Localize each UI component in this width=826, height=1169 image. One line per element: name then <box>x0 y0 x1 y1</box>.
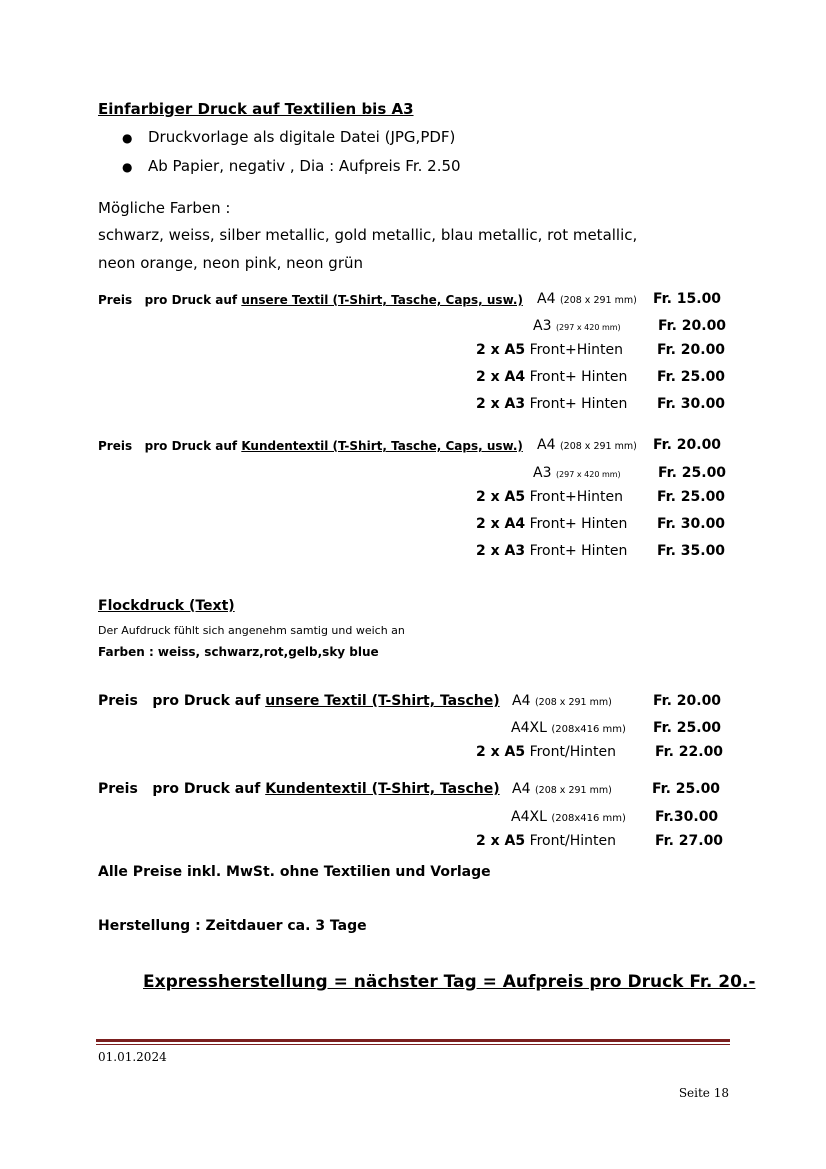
qty-label: 2 x A5 <box>476 342 526 358</box>
price-value: Fr. 35.00 <box>657 543 726 559</box>
price-value: Fr. 30.00 <box>657 516 726 532</box>
row-label <box>537 438 637 452</box>
side-label: Front+ Hinten <box>529 369 628 385</box>
side-label: Front/Hinten <box>529 744 616 760</box>
size-dims: (208 x 291 mm) <box>534 785 612 796</box>
side-label: Front+ Hinten <box>529 543 628 559</box>
side-label: Front/Hinten <box>529 833 616 849</box>
size-dims: (208 x 291 mm) <box>559 441 637 452</box>
bullet-icon: ● <box>122 131 133 145</box>
heading-prefix: Preis pro Druck auf <box>98 293 242 307</box>
price-table-heading <box>98 694 500 708</box>
price-value: Fr. 25.00 <box>652 781 721 797</box>
qty-label: 2 x A5 <box>476 833 526 849</box>
row-label <box>533 466 621 480</box>
size-label: A3 <box>533 318 552 334</box>
heading-underlined: Kundentextil (T-Shirt, Tasche) <box>265 781 500 797</box>
size-label: A4 <box>537 437 556 453</box>
page-number: Seite 18 <box>678 1086 729 1100</box>
qty-label: 2 x A5 <box>476 489 526 505</box>
qty-label: 2 x A3 <box>476 543 526 559</box>
row-label <box>512 782 612 796</box>
price-value: Fr. 20.00 <box>653 437 722 453</box>
qty-label: 2 x A4 <box>476 516 526 532</box>
qty-label: 2 x A5 <box>476 744 526 760</box>
price-table-heading <box>98 294 523 306</box>
footer-date: 01.01.2024 <box>98 1050 167 1064</box>
price-value: Fr. 15.00 <box>653 291 722 307</box>
size-label: A4 <box>512 693 531 709</box>
bullet-item: Ab Papier, negativ , Dia : Aufpreis Fr. 2.50 <box>148 157 461 175</box>
row-label <box>476 343 623 357</box>
row-label <box>476 490 623 504</box>
side-label: Front+ Hinten <box>529 396 628 412</box>
size-dims: (208x416 mm) <box>551 813 626 824</box>
size-dims: (208 x 291 mm) <box>559 295 637 306</box>
row-label <box>476 397 627 411</box>
heading-underlined: unsere Textil (T-Shirt, Tasche) <box>265 693 500 709</box>
row-label <box>476 370 627 384</box>
qty-label: 2 x A4 <box>476 369 526 385</box>
flock-colors: Farben : weiss, schwarz,rot,gelb,sky blue <box>98 645 379 659</box>
price-value: Fr. 25.00 <box>658 465 727 481</box>
size-dims: (208 x 291 mm) <box>534 697 612 708</box>
price-value: Fr. 27.00 <box>655 833 724 849</box>
size-dims: (297 x 420 mm) <box>555 470 621 479</box>
heading-prefix: Preis pro Druck auf <box>98 781 266 797</box>
size-dims: (297 x 420 mm) <box>555 323 621 332</box>
row-label <box>511 721 626 735</box>
size-label: A3 <box>533 465 552 481</box>
size-label: A4XL <box>511 809 547 825</box>
express-note: Expressherstellung = nächster Tag = Aufpreis pro Druck Fr. 20.- <box>143 972 756 992</box>
heading-prefix: Preis pro Druck auf <box>98 439 242 453</box>
footer-rule-thin <box>96 1044 730 1045</box>
row-label <box>476 544 627 558</box>
side-label: Front+Hinten <box>529 489 623 505</box>
price-value: Fr. 25.00 <box>653 720 722 736</box>
price-value: Fr.30.00 <box>655 809 719 825</box>
heading-underlined: Kundentextil (T-Shirt, Tasche, Caps, usw.) <box>241 439 523 453</box>
side-label: Front+Hinten <box>529 342 623 358</box>
heading-prefix: Preis pro Druck auf <box>98 693 266 709</box>
qty-label: 2 x A3 <box>476 396 526 412</box>
row-label <box>511 810 626 824</box>
price-value: Fr. 20.00 <box>658 318 727 334</box>
size-label: A4XL <box>511 720 547 736</box>
production-note: Herstellung : Zeitdauer ca. 3 Tage <box>98 918 367 934</box>
row-label <box>533 319 621 333</box>
row-label <box>476 745 616 759</box>
section-title-einfarbig: Einfarbiger Druck auf Textilien bis A3 <box>98 100 414 118</box>
size-label: A4 <box>537 291 556 307</box>
price-value: Fr. 25.00 <box>657 489 726 505</box>
price-table-heading <box>98 440 523 452</box>
size-dims: (208x416 mm) <box>551 724 626 735</box>
price-table-heading <box>98 782 500 796</box>
row-label <box>476 517 627 531</box>
row-label <box>476 834 616 848</box>
colors-heading: Mögliche Farben : <box>98 199 231 217</box>
side-label: Front+ Hinten <box>529 516 628 532</box>
section-title-flockdruck: Flockdruck (Text) <box>98 598 235 614</box>
price-value: Fr. 25.00 <box>657 369 726 385</box>
price-value: Fr. 20.00 <box>653 693 722 709</box>
price-value: Fr. 20.00 <box>657 342 726 358</box>
row-label <box>537 292 637 306</box>
all-prices-note: Alle Preise inkl. MwSt. ohne Textilien und Vorlage <box>98 864 491 880</box>
bullet-item: Druckvorlage als digitale Datei (JPG,PDF) <box>148 128 456 146</box>
heading-underlined: unsere Textil (T-Shirt, Tasche, Caps, usw.) <box>241 293 523 307</box>
row-label <box>512 694 612 708</box>
colors-line: neon orange, neon pink, neon grün <box>98 254 364 272</box>
colors-line: schwarz, weiss, silber metallic, gold metallic, blau metallic, rot metallic, <box>98 226 638 244</box>
price-value: Fr. 22.00 <box>655 744 724 760</box>
size-label: A4 <box>512 781 531 797</box>
bullet-icon: ● <box>122 160 133 174</box>
footer-rule <box>96 1039 730 1042</box>
section-note: Der Aufdruck fühlt sich angenehm samtig und weich an <box>98 624 405 637</box>
price-value: Fr. 30.00 <box>657 396 726 412</box>
